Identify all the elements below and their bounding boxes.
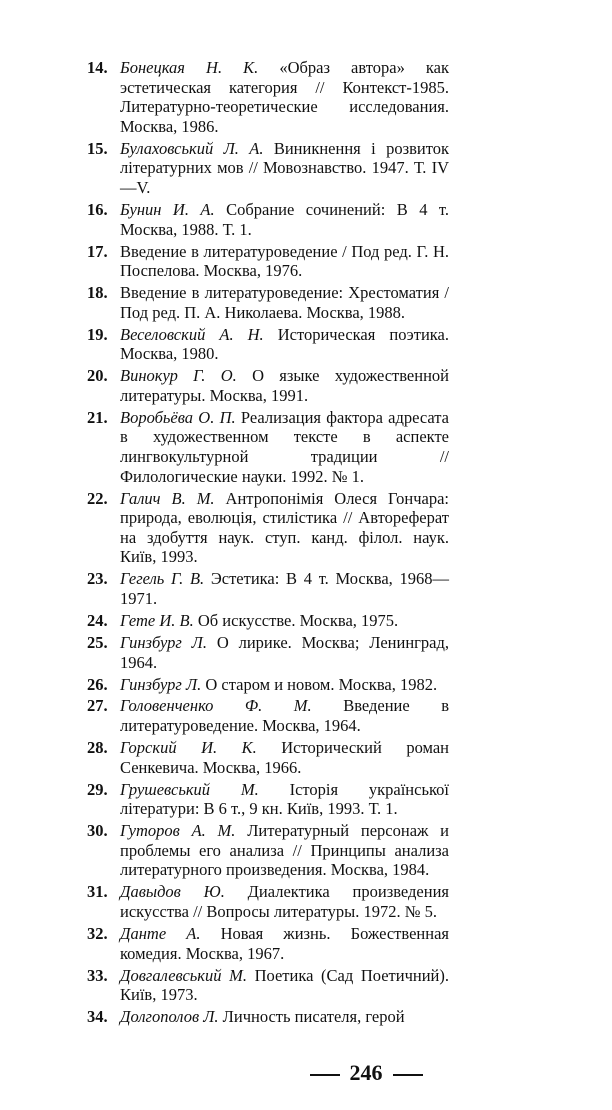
entry-number: 31. <box>87 882 108 902</box>
entry-text: Антропонімія Олеся Гончара: природа, еволюція, стилістика // Автореферат на здобуття наук. ступ. канд. філол. наук. Київ, 1993. <box>120 488 450 567</box>
bibliography-entry <box>87 200 449 239</box>
entry-number: 32. <box>87 923 108 943</box>
bibliography-entry <box>87 780 449 819</box>
entry-number: 28. <box>87 738 108 758</box>
entry-number: 20. <box>87 366 108 386</box>
entry-number: 23. <box>87 569 108 589</box>
bibliography-entry <box>87 408 449 486</box>
entry-text: Реализация фактора адресата в художественном тексте в аспекте лингвокультурной традиции // Филологические науки. 1992. № 1. <box>120 407 450 486</box>
bibliography-entry <box>87 58 449 136</box>
entry-number: 21. <box>87 407 108 427</box>
entry-number: 29. <box>87 779 108 799</box>
entry-number: 16. <box>87 199 108 219</box>
bibliography-entry <box>87 1007 449 1027</box>
bibliography-entry <box>87 696 449 735</box>
entry-author: Гинзбург Л. <box>120 674 202 694</box>
entry-number: 26. <box>87 674 108 694</box>
entry-author: Винокур Г. О. <box>120 366 237 386</box>
entry-text: О лирике. Москва; Ленинград, 1964. <box>120 632 450 672</box>
entry-author: Галич В. М. <box>120 488 215 508</box>
entry-text: Об искусстве. Москва, 1975. <box>197 610 399 630</box>
entry-text: О языке художественной литературы. Москва, 1991. <box>120 366 449 405</box>
entry-number: 17. <box>87 241 108 261</box>
entry-number: 34. <box>87 1007 108 1027</box>
right-dash <box>393 1074 423 1076</box>
entry-author: Гегель Г. В. <box>120 569 205 589</box>
bibliography-entry <box>87 139 449 198</box>
page-footer <box>0 1060 612 1086</box>
entry-text: Історія української літератури: В 6 т., 9 кн. Київ, 1993. Т. 1. <box>120 779 449 819</box>
entry-text: Новая жизнь. Божественная комедия. Москва, 1967. <box>120 923 449 963</box>
entry-number: 19. <box>87 324 108 344</box>
entry-author: Гете И. В. <box>120 610 194 630</box>
entry-author: Горский И. К. <box>120 738 257 758</box>
entry-text: Виникнення і розвиток літературних мов // Мовознавство. 1947. Т. IV—V. <box>120 138 449 197</box>
bibliography-list <box>87 58 449 1029</box>
bibliography-entry <box>87 821 449 880</box>
entry-text: Поетика (Сад Поетичний). Київ, 1973. <box>120 965 449 1005</box>
entry-number: 27. <box>87 696 108 716</box>
bibliography-entry <box>87 283 449 322</box>
entry-author: Булаховський Л. А. <box>120 138 264 158</box>
entry-author: Головенченко Ф. М. <box>120 696 312 716</box>
bibliography-entry <box>87 242 449 281</box>
entry-text: Исторический роман Сенкевича. Москва, 1966. <box>120 738 450 777</box>
bibliography-entry <box>87 882 449 921</box>
entry-author: Гинзбург Л. <box>120 632 207 652</box>
entry-number: 15. <box>87 138 108 158</box>
entry-author: Грушевський М. <box>120 779 259 799</box>
entry-author: Долгополов Л. <box>120 1007 219 1027</box>
entry-text: Личность писателя, герой <box>222 1007 405 1027</box>
bibliography-entry <box>87 611 449 631</box>
entry-number: 33. <box>87 965 108 985</box>
entry-text: О старом и новом. Москва, 1982. <box>205 674 438 694</box>
entry-author: Бунин И. А. <box>120 199 215 219</box>
entry-number: 25. <box>87 632 108 652</box>
entry-author: Гуторов А. М. <box>120 821 236 841</box>
entry-text: Эстетика: В 4 т. Москва, 1968—1971. <box>120 569 449 608</box>
bibliography-entry <box>87 675 449 695</box>
left-dash <box>310 1074 340 1076</box>
bibliography-entry <box>87 569 449 608</box>
entry-text: Введение в литературоведение. Москва, 1964. <box>120 696 449 736</box>
bibliography-entry <box>87 489 449 567</box>
entry-text: Литературный персонаж и проблемы его анализа // Принципы анализа литературного произведения. Москва, 1984. <box>120 821 450 880</box>
entry-author: Давыдов Ю. <box>120 882 225 902</box>
entry-text: «Образ автора» как эстетическая категория // Контекст-1985. Литературно-теоретические исследования. Москва, 1986. <box>120 58 450 136</box>
bibliography-entry <box>87 738 449 777</box>
entry-author: Воробьёва О. П. <box>120 407 236 427</box>
bibliography-entry <box>87 924 449 963</box>
bibliography-entry <box>87 325 449 364</box>
entry-number: 22. <box>87 488 108 508</box>
entry-number: 24. <box>87 610 108 630</box>
bibliography-entry <box>87 366 449 405</box>
entry-author: Веселовский А. Н. <box>120 324 264 344</box>
entry-number: 18. <box>87 283 108 303</box>
entry-author: Довгалевський М. <box>120 965 247 985</box>
entry-text: Собрание сочинений: В 4 т. Москва, 1988. Т. 1. <box>120 199 450 239</box>
entry-author: Бонецкая Н. К. <box>120 58 259 77</box>
entry-number: 14. <box>87 58 108 77</box>
entry-text: Введение в литературоведение / Под ред. Г. Н. Поспелова. Москва, 1976. <box>120 241 449 281</box>
bibliography-entry <box>87 633 449 672</box>
entry-author: Данте А. <box>120 923 201 943</box>
entry-text: Историческая поэтика. Москва, 1980. <box>120 324 449 364</box>
entry-text: Диалектика произведения искусства // Вопросы литературы. 1972. № 5. <box>120 882 449 921</box>
bibliography-entry <box>87 966 449 1005</box>
page-number: 246 <box>349 1060 383 1085</box>
entry-text: Введение в литературоведение: Хрестоматия / Под ред. П. А. Николаева. Москва, 1988. <box>120 283 449 322</box>
entry-number: 30. <box>87 821 108 841</box>
